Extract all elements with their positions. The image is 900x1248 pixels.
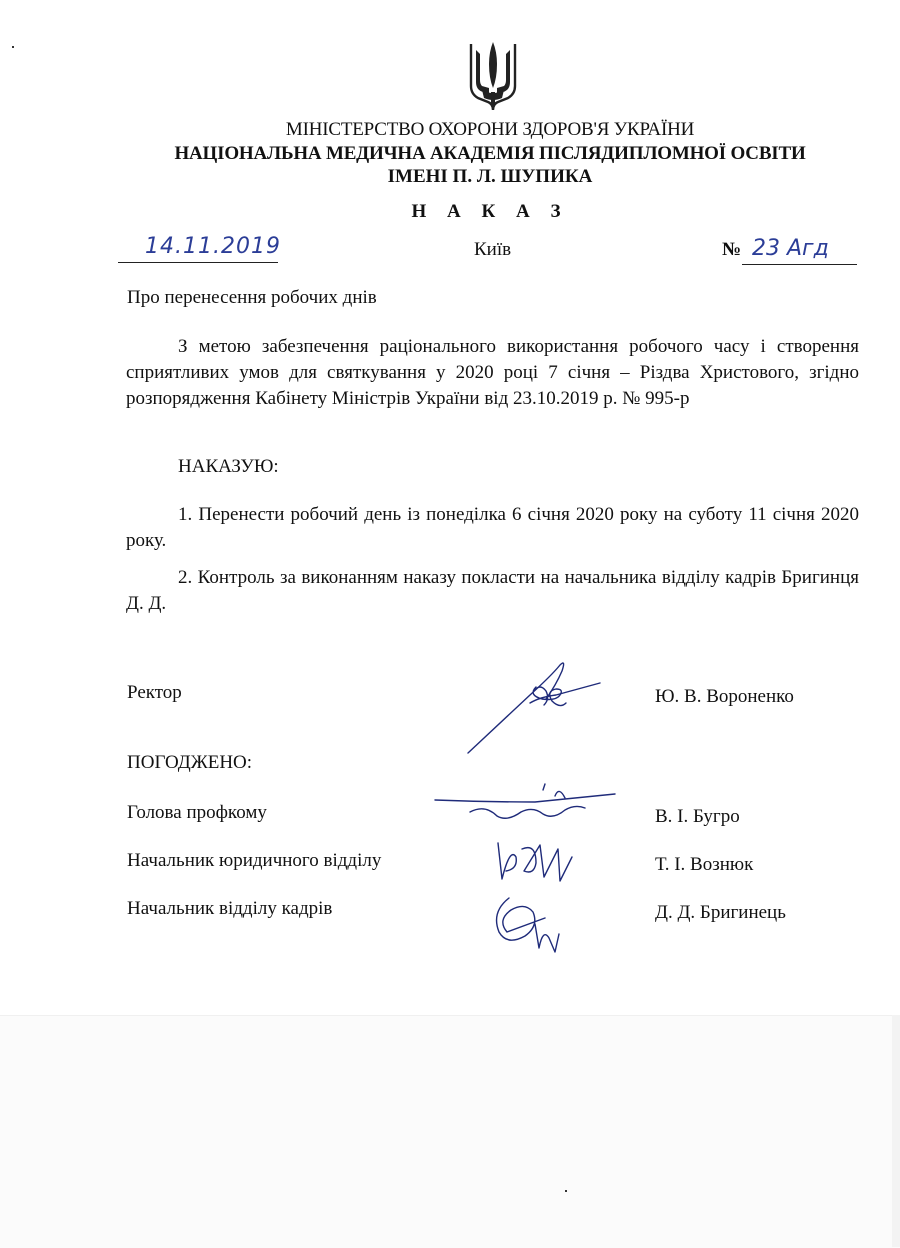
academy-name: ІМЕНІ П. Л. ШУПИКА: [387, 166, 593, 187]
union-head-signature-icon: [425, 780, 620, 830]
rector-signature-icon: [460, 655, 610, 760]
approved-label: ПОГОДЖЕНО:: [127, 752, 253, 773]
order-word: НАКАЗУЮ:: [178, 456, 279, 477]
order-subject: Про перенесення робочих днів: [127, 287, 377, 308]
legal-head-label: Начальник юридичного відділу: [127, 850, 382, 871]
legal-head-name: Т. І. Вознюк: [655, 854, 754, 875]
academy-title: НАЦІОНАЛЬНА МЕДИЧНА АКАДЕМІЯ ПІСЛЯДИПЛОМНОЇ ОСВІТИ: [174, 143, 806, 164]
scan-edge-strip: [892, 1015, 900, 1247]
ministry-title: МІНІСТЕРСТВО ОХОРОНИ ЗДОРОВ'Я УКРАЇНИ: [285, 119, 695, 140]
hr-head-name: Д. Д. Бригинець: [655, 902, 786, 923]
scan-speck: [565, 1190, 567, 1192]
rector-label: Ректор: [127, 682, 182, 703]
union-head-name: В. І. Бугро: [655, 806, 740, 827]
intro-paragraph: З метою забезпечення раціонального використання робочого часу і створення сприятливих умов для святкування у 2020 році 7 січня – Різдва Христового, згідно розпорядження Кабінету Міністрів України від 23.10.2019 р. № 995-р: [126, 336, 859, 409]
hr-head-signature-icon: [485, 888, 570, 960]
legal-head-signature-icon: [488, 835, 578, 890]
order-city: Київ: [474, 239, 512, 260]
rector-name: Ю. В. Вороненко: [655, 686, 794, 707]
order-item-1: 1. Перенести робочий день із понеділка 6 січня 2020 року на суботу 11 січня 2020 року.: [126, 504, 859, 551]
union-head-label: Голова профкому: [127, 802, 267, 823]
order-item-2: 2. Контроль за виконанням наказу покласти на начальника відділу кадрів Бригинця Д. Д.: [126, 567, 859, 614]
order-title: Н А К А З: [411, 201, 569, 222]
scan-speck: [12, 46, 14, 48]
order-number: 23 Агд: [752, 236, 829, 261]
scan-edge: [0, 1015, 900, 1248]
number-sign: №: [722, 239, 742, 260]
tryzub-emblem-icon: [468, 38, 518, 114]
order-date: 14.11.2019: [145, 234, 281, 259]
hr-head-label: Начальник відділу кадрів: [127, 898, 333, 919]
